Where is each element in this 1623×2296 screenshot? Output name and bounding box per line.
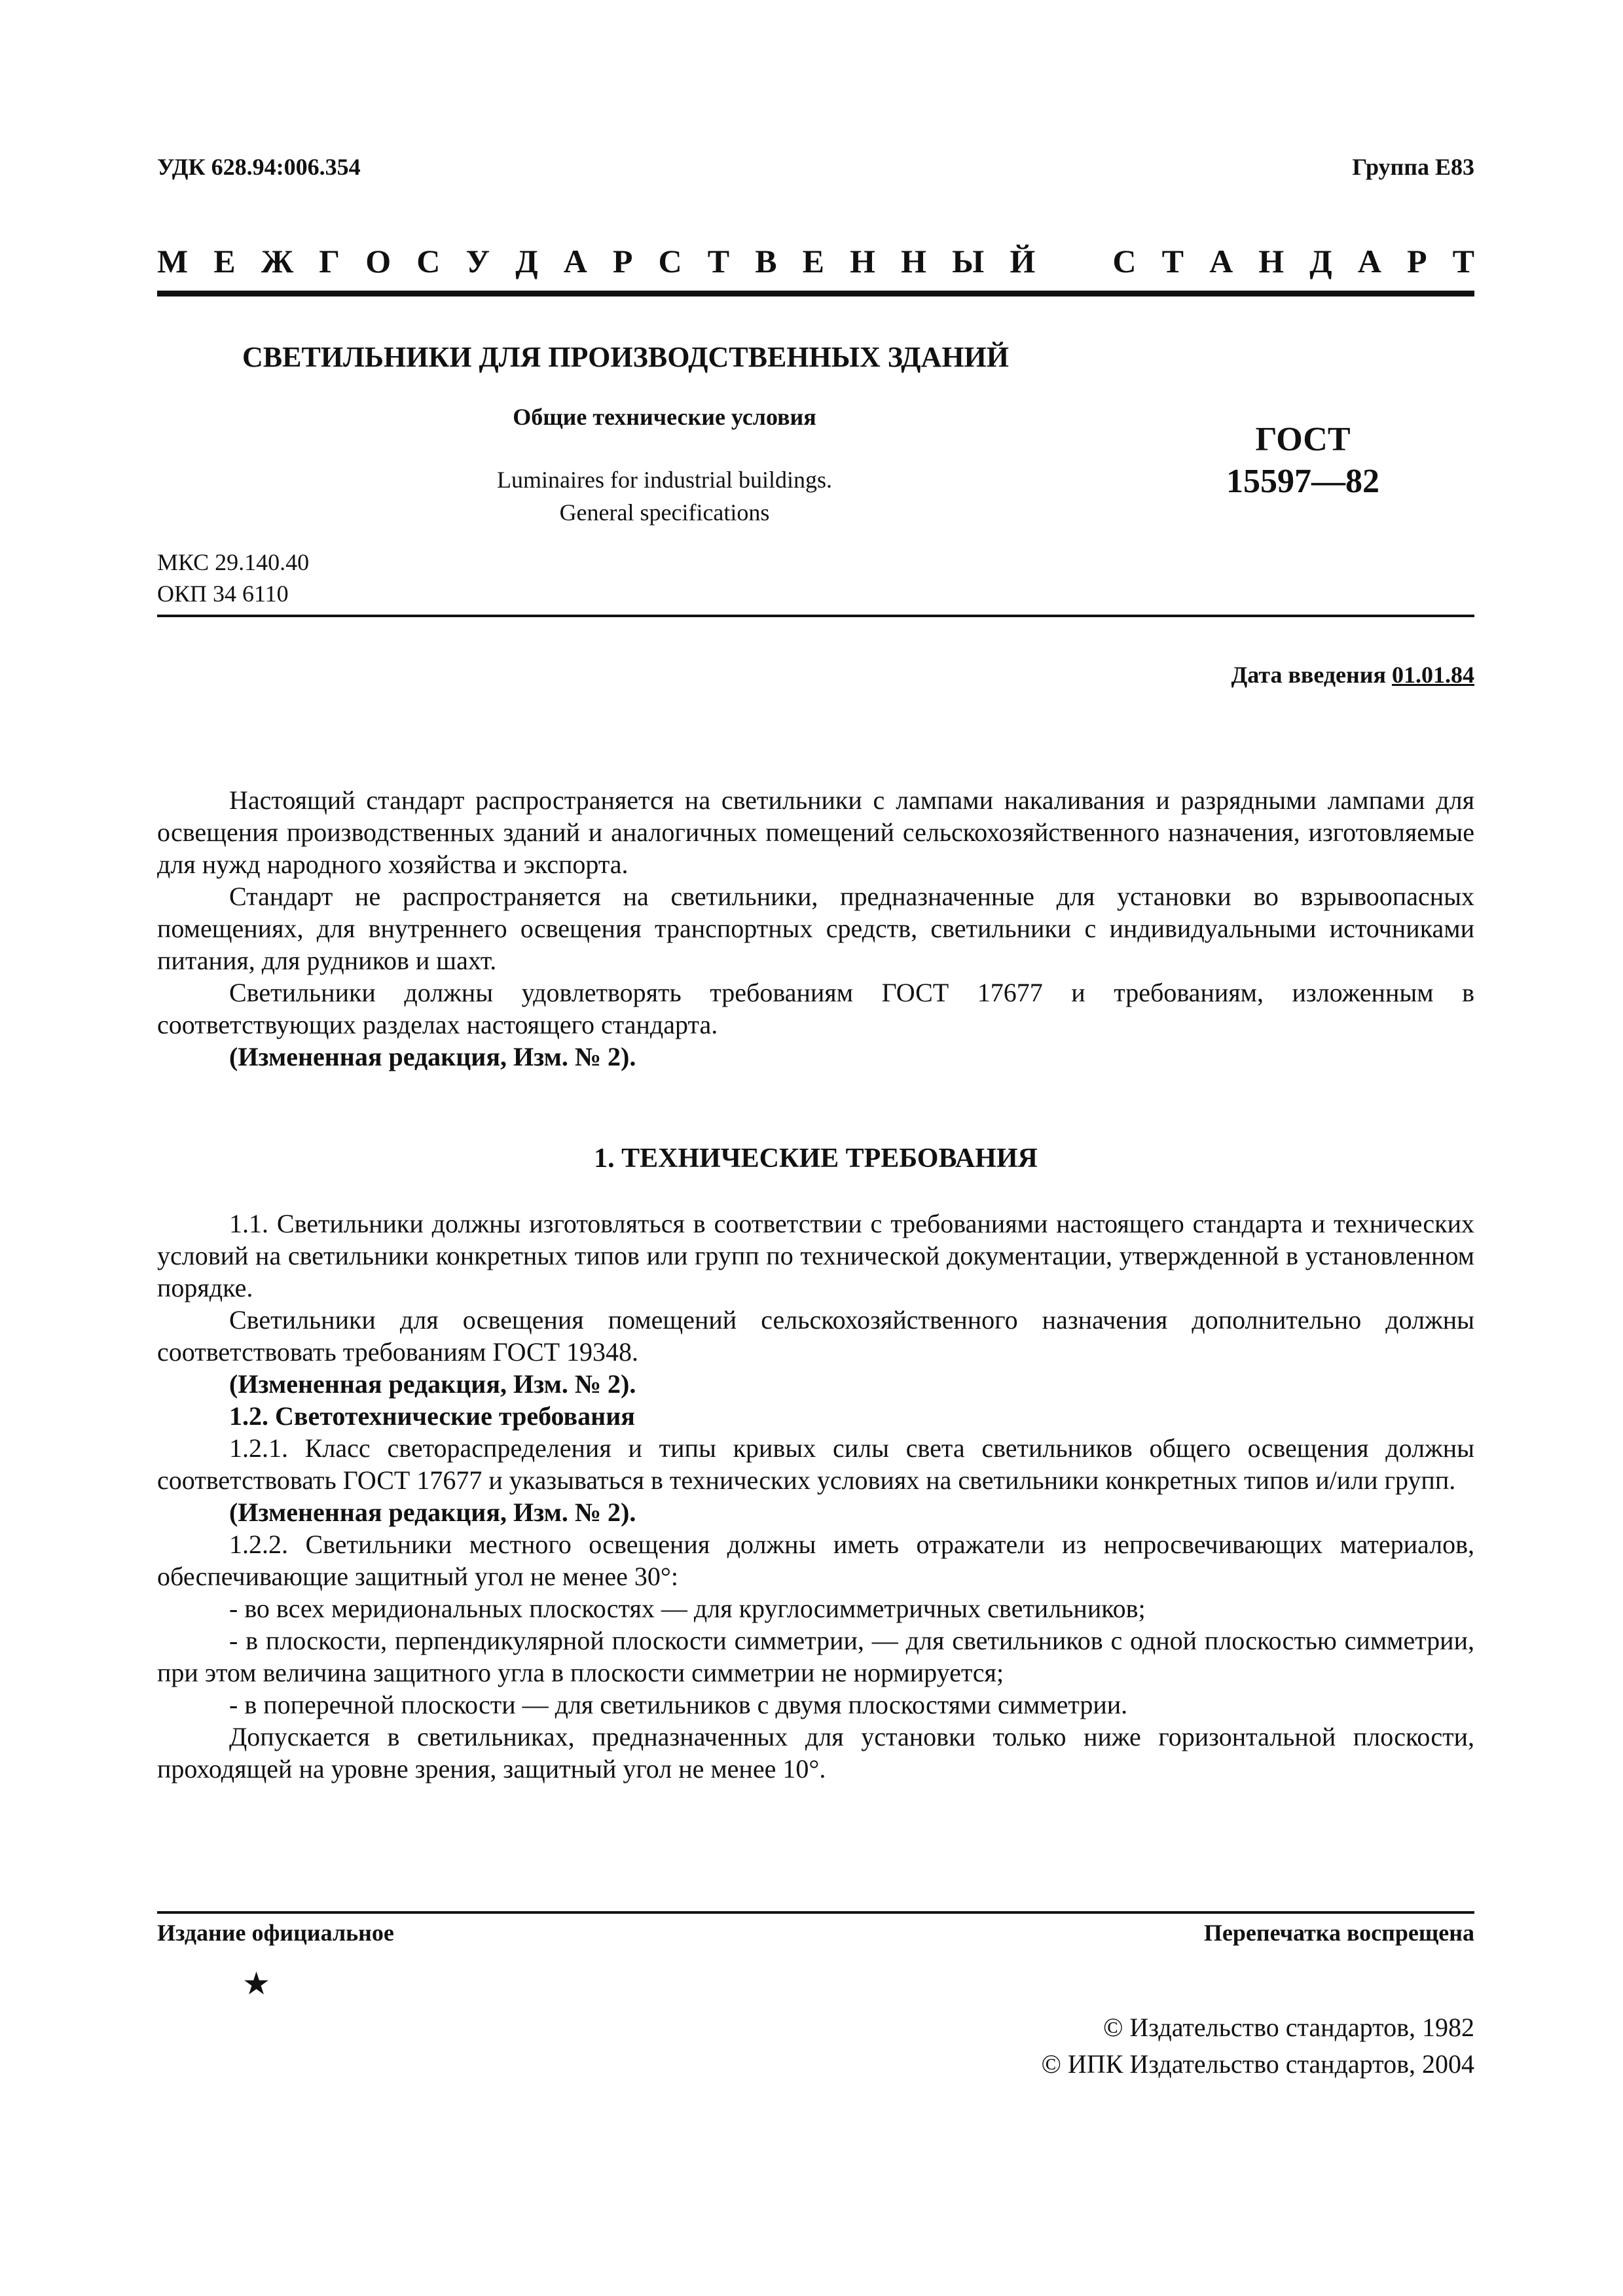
- introduction-date: [1231, 661, 1475, 689]
- intro-date-value: 01.01.84: [1392, 662, 1474, 688]
- middle-rule: [157, 615, 1474, 617]
- section-1-title: 1. ТЕХНИЧЕСКИЕ ТРЕБОВАНИЯ: [594, 1143, 1038, 1174]
- heading-letter: У: [465, 243, 490, 279]
- paragraph: - в поперечной плоскости — для светильников с двумя плоскостями симметрии.: [229, 1690, 1128, 1719]
- official-edition-label: Издание официальное: [157, 1920, 394, 1946]
- paragraph: Допускается в светильниках, предназначенных для установки только ниже горизонтальной плоскости, проходящей на уровне зрения, защитный угол не менее 10°.: [157, 1722, 1474, 1784]
- heading-letter: Н: [901, 243, 927, 279]
- paragraph: (Измененная редакция, Изм. № 2).: [229, 1369, 636, 1399]
- heading-letter: Е: [213, 243, 236, 279]
- heading-letter: Р: [612, 243, 633, 279]
- heading-letter: А: [563, 243, 587, 279]
- english-title-line1: Luminaires for industrial buildings.: [497, 467, 832, 493]
- paragraph: Светильники должны удовлетворять требованиям ГОСТ 17677 и требованиям, изложенным в соответствующих разделах настоящего стандарта.: [157, 978, 1474, 1039]
- heading-letter: Т: [707, 243, 730, 279]
- paragraph: 1.1. Светильники должны изготовляться в соответствии с требованиями настоящего стандарта и технических условий на светильники конкретных типов или групп по технической документации, утвержденной в установленном порядке.: [157, 1209, 1474, 1302]
- heading-letter: Ы: [952, 243, 985, 279]
- paragraph: Настоящий стандарт распространяется на светильники с лампами накаливания и разрядными лампами для освещения производственных зданий и аналогичных помещений сельскохозяйственного назначения, изготовляемые для нужд народного хозяйства и экспорта.: [157, 785, 1474, 879]
- heading-letter: Н: [1258, 243, 1285, 279]
- heading-word-gap: [1061, 242, 1087, 280]
- star-icon: ★: [242, 1967, 271, 2001]
- copyright-line-2: © ИПК Издательство стандартов, 2004: [1041, 2049, 1474, 2079]
- heading-letter: О: [365, 243, 392, 279]
- paragraph: - в плоскости, перпендикулярной плоскости симметрии, — для светильников с одной плоскостью симметрии, при этом величина защитного угла в плоскости симметрии не нормируется;: [157, 1626, 1474, 1687]
- copyright-line-1: © Издательство стандартов, 1982: [1103, 2013, 1474, 2042]
- heading-letter: С: [416, 243, 441, 279]
- heading-letter: Е: [802, 243, 825, 279]
- interstate-standard-heading: [157, 242, 1474, 280]
- footer-rule: [157, 1911, 1474, 1914]
- paragraph: Светильники для освещения помещений сельскохозяйственного назначения дополнительно должны соответствовать требованиям ГОСТ 19348.: [157, 1305, 1474, 1367]
- heading-letter: А: [1357, 243, 1381, 279]
- paragraph: - во всех меридиональных плоскостях — для круглосимметричных светильников;: [229, 1594, 1146, 1623]
- heading-letter: Т: [1161, 243, 1184, 279]
- english-title-line2: General specifications: [559, 499, 770, 526]
- top-rule: [157, 291, 1474, 296]
- gost-designation: [1178, 419, 1427, 503]
- section-1-text: [157, 1208, 1474, 1785]
- heading-letter: Г: [319, 243, 340, 279]
- heading-letter: Д: [515, 243, 538, 279]
- copyright-block: [1042, 2009, 1474, 2083]
- udk-code: УДК 628.94:006.354: [157, 154, 361, 180]
- paragraph: 1.2.1. Класс светораспределения и типы кривых силы света светильников общего освещения должны соответствовать ГОСТ 17677 и указываться в технических условиях на светильники конкретных типов и/или групп.: [157, 1433, 1474, 1495]
- introduction-text: [157, 784, 1474, 1073]
- english-title: [249, 463, 1080, 529]
- heading-letter: А: [1209, 243, 1233, 279]
- mks-code: МКС 29.140.40: [157, 549, 310, 575]
- group-code: Группа Е83: [1352, 154, 1474, 180]
- heading-letter: С: [658, 243, 682, 279]
- heading-letter: Т: [1452, 243, 1474, 279]
- heading-letter: С: [1112, 243, 1137, 279]
- heading-letter: Ж: [261, 243, 294, 279]
- document-subtitle: Общие технические условия: [513, 404, 816, 430]
- classification-codes: [157, 547, 309, 609]
- okp-code: ОКП 34 6110: [157, 581, 289, 607]
- heading-letter: Й: [1010, 243, 1036, 279]
- no-reprint-label: Перепечатка воспрещена: [1203, 1920, 1474, 1946]
- heading-letter: В: [755, 243, 777, 279]
- paragraph: 1.2.2. Светильники местного освещения должны иметь отражатели из непросвечивающих материалов, обеспечивающие защитный угол не менее 30°:: [157, 1530, 1474, 1591]
- heading-letter: Р: [1406, 243, 1427, 279]
- intro-date-label: Дата введения: [1231, 662, 1386, 688]
- gost-label: ГОСТ: [1255, 421, 1351, 458]
- paragraph: (Измененная редакция, Изм. № 2).: [229, 1498, 636, 1527]
- document-title: СВЕТИЛЬНИКИ ДЛЯ ПРОИЗВОДСТВЕННЫХ ЗДАНИЙ: [242, 341, 1010, 373]
- paragraph: (Измененная редакция, Изм. № 2).: [229, 1042, 636, 1071]
- paragraph: Стандарт не распространяется на светильники, предназначенные для установки во взрывоопасных помещениях, для внутреннего освещения транспортных средств, светильники с индивидуальными источниками питания, для рудников и шахт.: [157, 882, 1474, 975]
- heading-letter: Д: [1309, 243, 1332, 279]
- heading-letter: Н: [850, 243, 876, 279]
- heading-letter: М: [157, 243, 189, 279]
- paragraph: 1.2. Светотехнические требования: [229, 1401, 635, 1431]
- gost-number: 15597—82: [1226, 463, 1379, 500]
